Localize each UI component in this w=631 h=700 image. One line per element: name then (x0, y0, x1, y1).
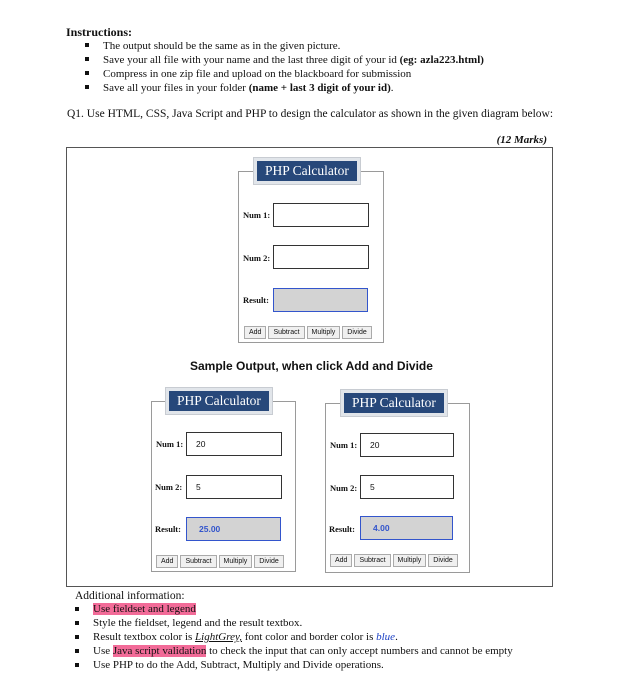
bullet-icon (85, 57, 89, 61)
num1-label: Num 1: (156, 439, 184, 449)
additional-item: Use Java script validation to check the input that can only accept numbers and cannot be empty (75, 644, 545, 658)
num1-input[interactable]: 20 (186, 432, 282, 456)
question-text: Q1. Use HTML, CSS, Java Script and PHP to design the calculator as shown in the given diagram below: (67, 108, 554, 120)
bullet-icon (85, 85, 89, 89)
multiply-button[interactable]: Multiply (219, 555, 253, 568)
marks-label: (12 Marks) (496, 134, 547, 146)
divide-button[interactable]: Divide (342, 326, 371, 339)
additional-item: Use fieldset and legend (75, 602, 545, 616)
num2-label: Num 2: (243, 253, 271, 263)
multiply-button[interactable]: Multiply (307, 326, 341, 339)
num1-label: Num 1: (243, 210, 271, 220)
instruction-item: Save all your files in your folder (name + last 3 digit of your id). (85, 81, 484, 95)
subtract-button[interactable]: Subtract (354, 554, 390, 567)
additional-item: Style the fieldset, legend and the result textbox. (75, 616, 545, 630)
additional-title: Additional information: (75, 590, 185, 602)
num1-input[interactable]: 20 (360, 433, 454, 457)
add-button[interactable]: Add (330, 554, 352, 567)
add-button[interactable]: Add (156, 555, 178, 568)
bullet-icon (75, 663, 79, 667)
result-label: Result: (155, 524, 181, 534)
instructions-list (85, 39, 484, 95)
bullet-icon (85, 71, 89, 75)
instruction-item: The output should be the same as in the given picture. (85, 39, 484, 53)
instructions-title: Instructions: (66, 25, 133, 39)
bullet-icon (75, 649, 79, 653)
multiply-button[interactable]: Multiply (393, 554, 427, 567)
bullet-icon (75, 607, 79, 611)
divide-button[interactable]: Divide (254, 555, 283, 568)
num1-label: Num 1: (330, 440, 358, 450)
bullet-icon (85, 43, 89, 47)
add-button[interactable]: Add (244, 326, 266, 339)
button-row (330, 554, 458, 567)
button-row (156, 555, 284, 568)
calculator-legend: PHP Calculator (254, 158, 360, 184)
bullet-icon (75, 635, 79, 639)
calculator-legend: PHP Calculator (341, 390, 447, 416)
divide-button[interactable]: Divide (428, 554, 457, 567)
sample-caption: Sample Output, when click Add and Divide (190, 359, 433, 373)
button-row (244, 326, 372, 339)
result-output: 25.00 (186, 517, 281, 541)
additional-item: Use PHP to do the Add, Subtract, Multiply and Divide operations. (75, 658, 545, 672)
num1-input[interactable] (273, 203, 369, 227)
num2-label: Num 2: (155, 482, 183, 492)
additional-list (75, 602, 545, 672)
additional-item: Result textbox color is LightGrey, font color and border color is blue. (75, 630, 545, 644)
result-label: Result: (243, 295, 269, 305)
instruction-item: Compress in one zip file and upload on the blackboard for submission (85, 67, 484, 81)
subtract-button[interactable]: Subtract (180, 555, 216, 568)
result-output (273, 288, 368, 312)
result-label: Result: (329, 524, 355, 534)
calculator-legend: PHP Calculator (166, 388, 272, 414)
num2-input[interactable]: 5 (186, 475, 282, 499)
result-output: 4.00 (360, 516, 453, 540)
num2-input[interactable] (273, 245, 369, 269)
subtract-button[interactable]: Subtract (268, 326, 304, 339)
bullet-icon (75, 621, 79, 625)
instruction-item: Save your all file with your name and the last three digit of your id (eg: azla223.html) (85, 53, 484, 67)
num2-label: Num 2: (330, 483, 358, 493)
num2-input[interactable]: 5 (360, 475, 454, 499)
